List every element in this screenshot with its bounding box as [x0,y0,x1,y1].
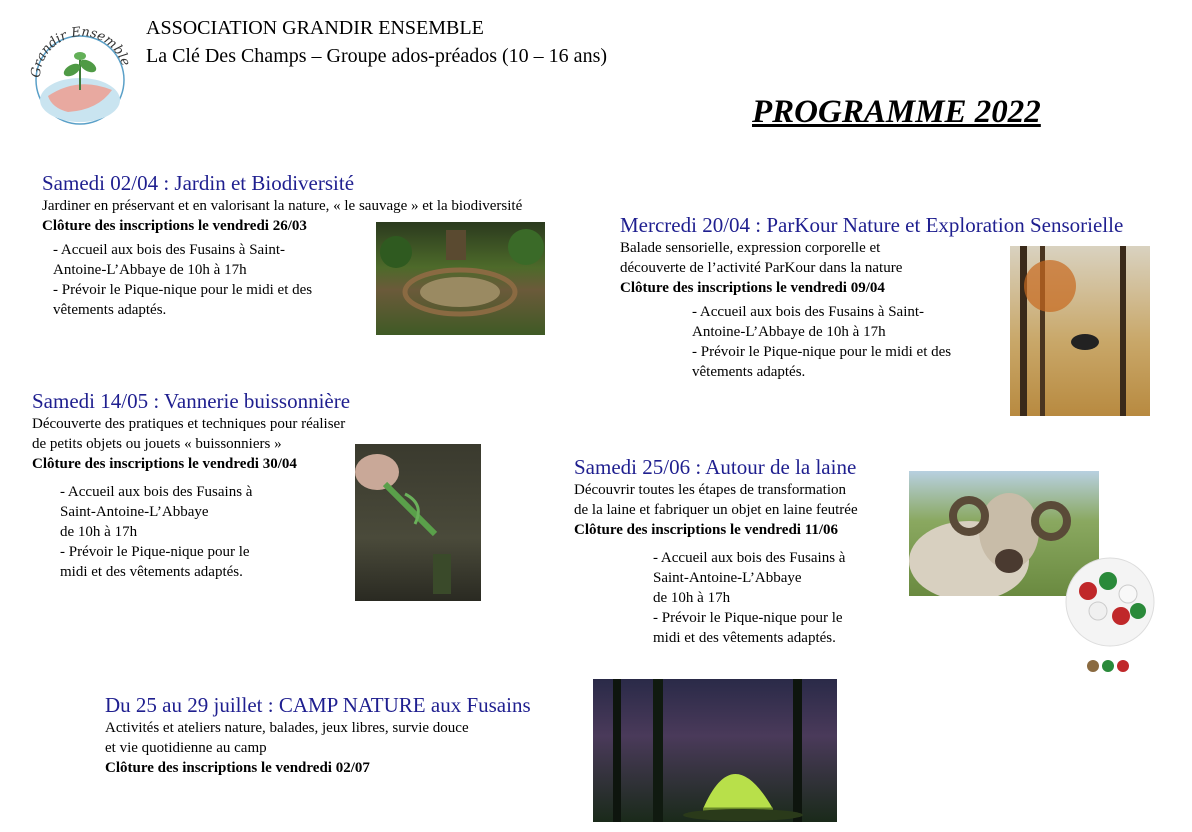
garden-photo [376,222,545,335]
detail-line: - Prévoir le Pique-nique pour le [653,610,843,626]
event-details [60,482,252,582]
camp-photo [593,679,837,822]
event-description: Balade sensorielle, expression corporelle et [620,240,881,256]
event-laine [574,454,858,540]
association-name: ASSOCIATION GRANDIR ENSEMBLE [146,17,484,39]
event-deadline: Clôture des inscriptions le vendredi 02/07 [105,760,370,776]
event-description: et vie quotidienne au camp [105,740,267,756]
programme-title: PROGRAMME 2022 [752,94,1041,130]
detail-line: - Accueil aux bois des Fusains à Saint- [53,242,286,258]
detail-line: de 10h à 17h [60,524,138,540]
event-description: Activités et ateliers nature, balades, jeux libres, survie douce [105,720,469,736]
felt-balls-photo [1063,556,1158,676]
logo-text: Grandir Ensemble [28,24,132,79]
detail-line: Antoine-L’Abbaye de 10h à 17h [53,262,247,278]
event-title: Du 25 au 29 juillet : CAMP NATURE aux Fusains [105,693,531,717]
event-deadline: Clôture des inscriptions le vendredi 30/04 [32,456,297,472]
detail-line: - Prévoir le Pique-nique pour le midi et des [53,282,313,298]
event-description: de petits objets ou jouets « buissonniers » [32,436,282,452]
event-description: de la laine et fabriquer un objet en laine feutrée [574,502,858,518]
detail-line: de 10h à 17h [653,590,731,606]
event-description: Découvrir toutes les étapes de transformation [574,482,846,498]
event-title: Mercredi 20/04 : ParKour Nature et Exploration Sensorielle [620,213,1124,237]
event-vannerie [32,388,350,474]
detail-line: vêtements adaptés. [692,364,806,380]
detail-line: - Prévoir le Pique-nique pour le midi et des [692,344,952,360]
detail-line: Saint-Antoine-L’Abbaye [60,504,209,520]
event-details [53,240,312,320]
detail-line: midi et des vêtements adaptés. [653,630,836,646]
event-title: Samedi 25/06 : Autour de la laine [574,455,857,479]
detail-line: - Accueil aux bois des Fusains à [60,484,253,500]
basketry-photo [355,444,481,601]
detail-line: Saint-Antoine-L’Abbaye [653,570,802,586]
association-logo [28,18,132,126]
event-description: Découverte des pratiques et techniques pour réaliser [32,416,346,432]
event-deadline: Clôture des inscriptions le vendredi 26/03 [42,218,307,234]
detail-line: - Accueil aux bois des Fusains à [653,550,846,566]
detail-line: vêtements adaptés. [53,302,167,318]
event-description: Jardiner en préservant et en valorisant la nature, « le sauvage » et la biodiversité [42,198,523,214]
detail-line: midi et des vêtements adaptés. [60,564,243,580]
event-description: découverte de l’activité ParKour dans la nature [620,260,903,276]
detail-line: Antoine-L’Abbaye de 10h à 17h [692,324,886,340]
event-deadline: Clôture des inscriptions le vendredi 09/04 [620,280,885,296]
detail-line: - Accueil aux bois des Fusains à Saint- [692,304,925,320]
event-details [692,302,951,382]
event-title: Samedi 14/05 : Vannerie buissonnière [32,389,351,413]
event-camp [105,692,531,778]
parkour-photo [1010,246,1150,416]
event-title: Samedi 02/04 : Jardin et Biodiversité [42,171,355,195]
event-deadline: Clôture des inscriptions le vendredi 11/06 [574,522,839,538]
group-subtitle: La Clé Des Champs – Groupe ados-préados (10 – 16 ans) [146,45,608,67]
detail-line: - Prévoir le Pique-nique pour le [60,544,250,560]
event-details [653,548,845,648]
